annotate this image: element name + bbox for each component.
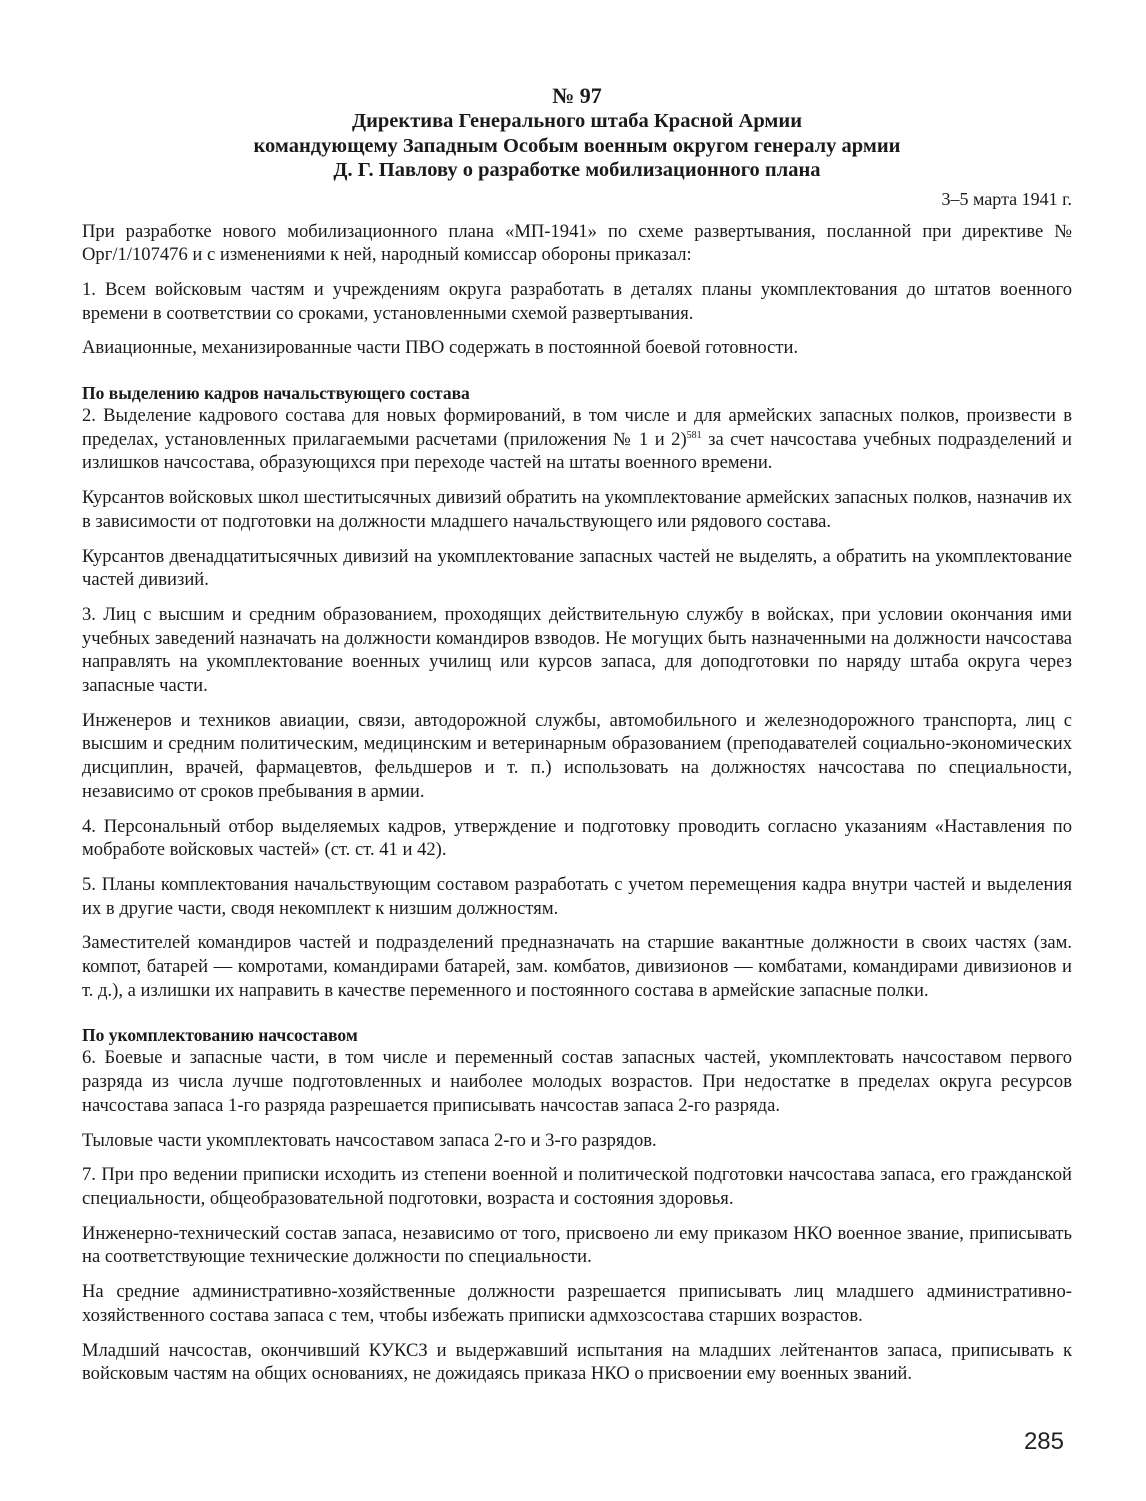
paragraph-2 (82, 404, 1072, 475)
paragraph-2c: Курсантов двенадцатитысячных дивизий на укомплектование запасных частей не выделять, а обратить на укомплектование частей дивизий. (82, 545, 1072, 591)
page-number: 285 (1023, 1428, 1064, 1455)
paragraph-1b: Авиационные, механизированные части ПВО содержать в постоянной боевой готовности. (82, 337, 799, 359)
document-date: 3–5 марта 1941 г. (941, 188, 1072, 209)
paragraph-7d: Младший начсостав, окончивший КУКСЗ и выдержавший испытания на младших лейтенантов запаса, приписывать к войсковым частям на общих основаниях, не дожидаясь приказа НКО о присвоении ему военных званий. (82, 1339, 1072, 1385)
paragraph-5b: Заместителей командиров частей и подразделений предназначать на старшие вакантные должности в своих частях (зам. компот, батарей — комротами, командирами батарей, зам. комбатов, дивизионов — комбатами, командирами дивизионов и т. д.), а излишки их направить в качестве переменного и постоянного состава в армейские запасные полки. (82, 932, 1072, 1001)
document-page (82, 82, 1072, 1397)
paragraph-2-text-cont: за счет начсостава учебных подразделений и излишков начсостава, образующихся при переходе частей на штаты военного времени. (82, 428, 1072, 474)
document-title-line-2: командующему Западным Особым военным округом генералу армии (253, 134, 901, 157)
section-heading-cadres: По выделению кадров начальствующего состава (82, 383, 470, 404)
paragraph-2b: Курсантов войсковых школ шеститысячных дивизий обратить на укомплектование армейских запасных полков, назначив их в зависимости от подготовки на должности младшего начальствующего или рядового состава. (82, 487, 1072, 532)
paragraph-3: 3. Лиц с высшим и средним образованием, проходящих действительную службу в войсках, при условии окончания ими учебных заведений назначать на должности командиров взводов. Не могущих быть назначенными на должности начсостава направлять на укомплектование военных училищ или курсов запаса, для доподготовки по наряду штаба округа через запасные части. (82, 603, 1072, 697)
document-title-line-1: Директива Генерального штаба Красной Армии (351, 110, 803, 132)
paragraph-7c: На средние административно-хозяйственные должности разрешается приписывать лиц младшего административно-хозяйственного состава запаса с тем, чтобы избежать приписки адмхозсостава старших возрастов. (82, 1281, 1072, 1326)
footnote-marker: 581 (686, 429, 702, 441)
paragraph-4: 4. Персональный отбор выделяемых кадров, утверждение и подготовку проводить согласно указаниям «Наставления по мобработе войсковых частей» (ст. ст. 41 и 42). (82, 815, 1072, 861)
section-heading-staffing: По укомплектованию начсоставом (82, 1025, 358, 1046)
paragraph-2-text: 2. Выделение кадрового состава для новых формирований, в том числе и для армейских запасных полков, произвести в пределах, установленных прилагаемыми расчетами (приложения № 1 и 2) (82, 405, 1072, 450)
paragraph-7b: Инженерно-технический состав запаса, независимо от того, присвоено ли ему приказом НКО военное звание, приписывать на соответствующие технические должности по специальности. (82, 1222, 1072, 1268)
paragraph-intro: При разработке нового мобилизационного плана «МП-1941» по схеме развертывания, посланной при директиве № Орг/1/107476 и с изменениями к ней, народный комиссар обороны приказал: (82, 220, 1072, 266)
paragraph-6b: Тыловые части укомплектовать начсоставом запаса 2-го и 3-го разрядов. (82, 1129, 657, 1151)
paragraph-3b: Инженеров и техников авиации, связи, автодорожной службы, автомобильного и железнодорожного транспорта, лиц с высшим и средним политическим, медицинским и ветеринарным образованием (преподавателей социально-экономических дисциплин, врачей, фармацевтов, фельдшеров и т. п.) использовать на должностях начсостава по специальности, независимо от сроков пребывания в армии. (82, 709, 1072, 802)
paragraph-6: 6. Боевые и запасные части, в том числе и переменный состав запасных частей, укомплектовать начсоставом первого разряда из числа лучше подготовленных и наиболее молодых возрастов. При недостатке в пределах округа ресурсов начсостава запаса 1-го разряда разрешается приписывать начсостав запаса 2-го разряда. (82, 1047, 1072, 1116)
document-number: № 97 (552, 83, 602, 108)
document-title-line-3: Д. Г. Павлову о разработке мобилизационного плана (333, 159, 821, 181)
paragraph-1: 1. Всем войсковым частям и учреждениям округа разработать в деталях планы укомплектования до штатов военного времени в соответствии со сроками, установленными схемой развертывания. (82, 278, 1072, 324)
paragraph-7: 7. При про ведении приписки исходить из степени военной и политической подготовки начсостава запаса, его гражданской специальности, общеобразовательной подготовки, возраста и состояния здоровья. (82, 1164, 1072, 1209)
paragraph-5: 5. Планы комплектования начальствующим составом разработать с учетом перемещения кадра внутри частей и выделения их в другие части, сводя некомплект к низшим должностям. (82, 873, 1072, 919)
